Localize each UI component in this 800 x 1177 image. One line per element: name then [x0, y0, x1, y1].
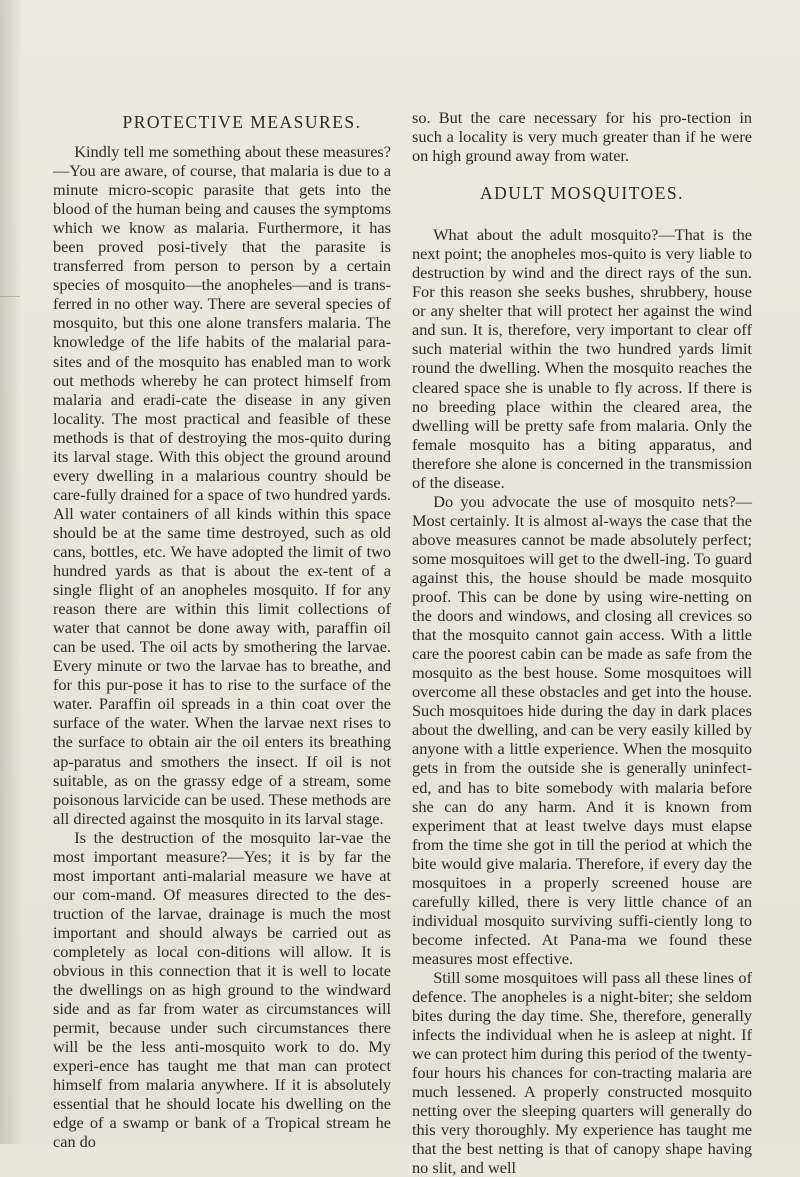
paragraph-adult-mosquitoes-3: Still some mosquitoes will pass all these lines of defence. The anopheles is a night-biter; she seldom bites during the day time. She, therefore, generally infects the individual when he is asleep at night. If we can protect him during this period of the twenty-four hours his chances for con-tracting malaria are much lessened. A properly constructed mosquito netting over the sleeping quarters will generally do this very thoroughly. My experience has taught me that the best netting is that of canopy shape having no slit, and well [412, 967, 752, 1177]
page-edge-mark [0, 296, 20, 297]
paragraph-adult-mosquitoes-2: Do you advocate the use of mosquito nets?—Most certainly. It is almost al-ways the case that the above measures cannot be made absolutely perfect; some mosquitoes will get to the dwell-ing. To guard against this, the house should be made mosquito proof. This can be done by using wire-netting on the doors and windows, and closing all crevices so that the mosquito cannot gain access. With a little care the poorest cabin can be made as safe from the mosquito as the best house. Some mosquitoes will overcome all these obstacles and get into the house. Such mosquitoes hide during the day in dark places about the dwelling, and can be very easily killed by anyone with a little experience. When the mosquito gets in from the outside she is generally uninfect-ed, and has to bite somebody with malaria before she can do any harm. And it is known from experiment that at least twelve days must elapse from the time she got in till the period at which the bite would give malaria. Therefore, if every day the mosquitoes in a properly screened house are carefully killed, there is very little chance of an individual mosquito surviving suffi-ciently long to become infected. At Pana-ma we found these measures most effective. [412, 491, 752, 968]
paragraph-adult-mosquitoes-1: What about the adult mosquito?—That is the next point; the anopheles mos-quito is very liable to destruction by wind and the direct rays of the sun. For this reason she seeks bushes, shrubbery, house or any shelter that will protect her against the wind and sun. It is, therefore, very important to clear off such material within the two hundred yards limit round the dwelling. When the mosquito reaches the cleared space she is unable to fly across. If there is no breeding place within the cleared area, the dwelling will be pretty safe from malaria. Only the female mosquito has a biting apparatus, and therefore she alone is concerned in the transmission of the disease. [412, 225, 752, 492]
left-column [53, 0, 391, 1151]
right-column [412, 0, 752, 1177]
section-heading-protective-measures: PROTECTIVE MEASURES. [122, 112, 362, 132]
section-heading-adult-mosquitoes: ADULT MOSQUITOES. [479, 183, 685, 204]
paragraph-protective-measures-2: Is the destruction of the mosquito lar-vae the most important measure?—Yes; it is by far the most important anti-malarial measure we have at our com-mand. Of measures directed to the des-truction of the larvae, drainage is much the most important and should always be carried out as completely as local con-ditions will allow. It is obvious in this connection that it is well to locate the dwellings on as high ground to the windward side and as far from water as circumstances will permit, because under such circumstances there will be the less anti-mosquito work to do. My experi-ence has taught me that man can protect himself from malaria anywhere. If it is absolutely essential that he should locate his dwelling on the edge of a swamp or bank of a Tropical stream he can do [53, 827, 391, 1152]
page-edge-shadow [0, 0, 22, 1144]
paragraph-protective-measures-1: Kindly tell me something about these measures?—You are aware, of course, that malaria is due to a minute micro-scopic parasite that gets into the blood of the human being and causes the symptoms which we know as malaria. Furthermore, it has been proved posi-tively that the parasite is transferred from person to person by a certain species of mosquito—the anopheles—and is trans-ferred in no other way. There are several species of mosquito, but this one alone transfers malaria. The knowledge of the life habits of the malarial para-sites and of the mosquito has enabled man to work out methods whereby he can protect himself from malaria and eradi-cate the disease in any given locality. The most practical and feasible of these methods is that of destroying the mos-quito during its larval stage. With this object the ground around every dwelling in a malarious country should be care-fully drained for a space of two hundred yards. All water containers of all kinds within this space should be at the same time destroyed, such as old cans, bottles, etc. We have adopted the limit of two hundred yards as that is about the ex-tent of a single flight of an anopheles mosquito. If for any reason there are within this limit collections of water that cannot be done away with, paraffin oil can be used. The oil acts by smothering the larvae. Every minute or two the larvae has to breathe, and for this pur-pose it has to rise to the surface of the water. Paraffin oil spreads in a thin coat over the surface of the water. When the larvae next rises to the surface to obtain air the oil enters its breathing ap-paratus and smothers the insect. If oil is not suitable, as on the grassy edge of a stream, some poisonous larvicide can be used. These methods are all directed against the mosquito in its larval stage. [53, 142, 391, 828]
paragraph-continuation: so. But the care necessary for his pro-tection in such a locality is very much greater than if he were on high ground away from water. [412, 108, 752, 166]
